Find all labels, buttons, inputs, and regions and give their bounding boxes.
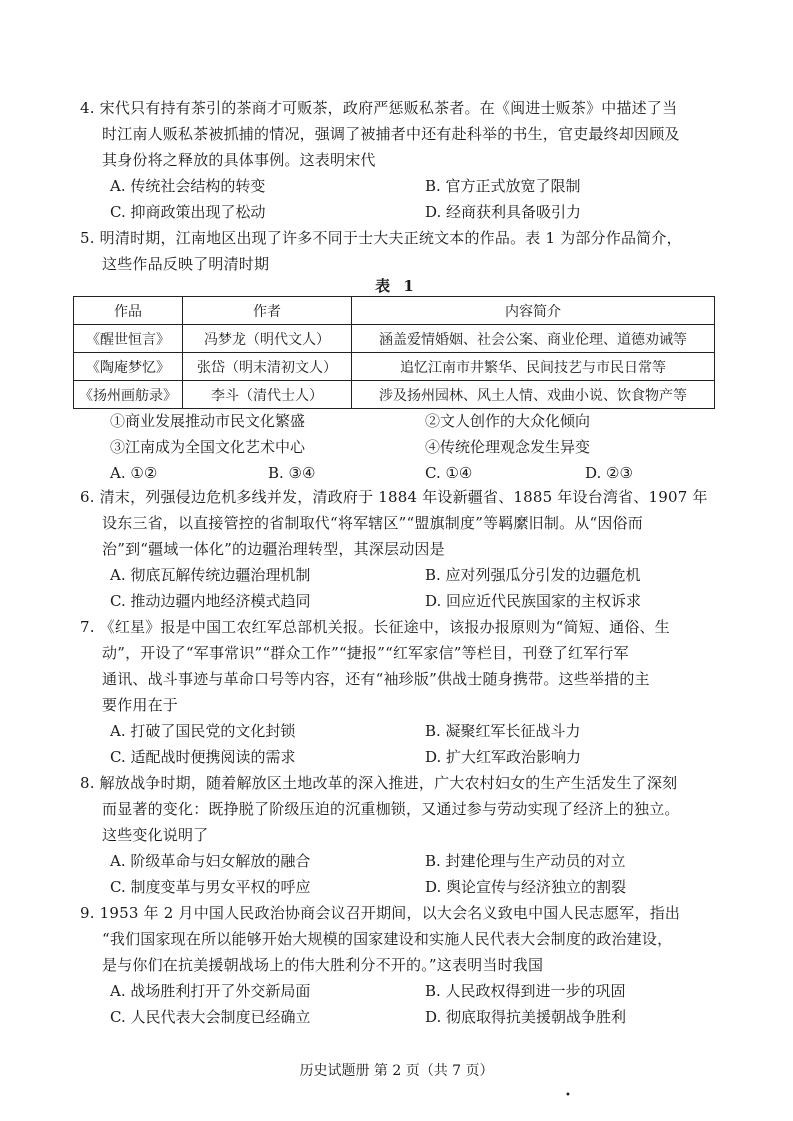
page-footer: 历史试题册 第 2 页（共 7 页）: [299, 1063, 494, 1079]
question-9-stem: 9. 1953 年 2 月中国人民政治协商会议召开期间，以大会名义致电中国人民志愿军，指出 “我们国家现在所以能够开始大规模的国家建设和实施人民代表大会制度的政治建设， 是与你们在抗美援朝战场上的伟大胜利分不开的。”这表明当时我国: [80, 904, 681, 974]
table-cell: 冯梦龙（明代文人）: [183, 325, 352, 353]
question-4: [80, 95, 720, 225]
option-b[interactable]: B. 凝聚红军长征战斗力: [425, 722, 581, 740]
option-a[interactable]: A. 传统社会结构的转变: [110, 177, 266, 195]
option-c[interactable]: C. 推动边疆内地经济模式趋同: [110, 592, 311, 610]
table-cell: 涵盖爱情婚姻、社会公案、商业伦理、道德劝诫等: [352, 325, 715, 353]
table-cell: 涉及扬州园林、风土人情、戏曲小说、饮食物产等: [352, 381, 715, 409]
question-8-stem: 8. 解放战争时期，随着解放区土地改革的深入推进，广大农村妇女的生产生活发生了深刻 而显著的变化：既挣脱了阶级压迫的沉重枷锁，又通过参与劳动实现了经济上的独立。 这些变化说明了: [80, 774, 680, 844]
question-8: [80, 770, 720, 900]
option-c[interactable]: C. 人民代表大会制度已经确立: [110, 1008, 311, 1026]
table-row: [74, 381, 715, 409]
table-1-title: 表 1: [375, 277, 418, 295]
option-c[interactable]: C. 适配战时便携阅读的需求: [110, 748, 296, 766]
table-row: [74, 353, 715, 381]
option-b[interactable]: B. ③④: [268, 464, 316, 482]
question-5-stem: 5. 明清时期，江南地区出现了许多不同于士大夫正统文本的作品。表 1 为部分作品简介， 这些作品反映了明清时期: [80, 229, 682, 273]
option-a[interactable]: A. 阶级革命与妇女解放的融合: [110, 852, 311, 870]
option-c[interactable]: C. 抑商政策出现了松动: [110, 203, 266, 221]
question-5-statements: [80, 408, 720, 486]
option-b[interactable]: B. 应对列强瓜分引发的边疆危机: [425, 566, 641, 584]
option-d[interactable]: D. ②③: [585, 464, 633, 482]
option-d[interactable]: D. 回应近代民族国家的主权诉求: [425, 592, 642, 610]
option-d[interactable]: D. 扩大红军政治影响力: [425, 748, 582, 766]
options-row-2: [80, 199, 720, 225]
table-cell: 追忆江南市井繁华、民间技艺与市民日常等: [352, 353, 715, 381]
table-row: [74, 325, 715, 353]
table-header-row: [74, 297, 715, 325]
option-a[interactable]: A. 战场胜利打开了外交新局面: [110, 982, 311, 1000]
question-5: [80, 225, 720, 277]
option-d[interactable]: D. 舆论宣传与经济独立的割裂: [425, 878, 627, 896]
statement-2: ②文人创作的大众化倾向: [425, 412, 591, 430]
option-a[interactable]: A. 彻底瓦解传统边疆治理机制: [110, 566, 311, 584]
question-7-stem: 7. 《红星》报是中国工农红军总部机关报。长征途中，该报办报原则为“简短、通俗、生 动”，开设了“军事常识”“群众工作”“捷报”“红军家信”等栏目，刊登了红军行军 通讯、战斗事迹与革命口号等内容，还有“袖珍版”供战士随身携带。这些举措的主 要作用在于: [80, 618, 670, 714]
statement-3: ③江南成为全国文化艺术中心: [110, 438, 306, 456]
option-c[interactable]: C. 制度变革与男女平权的呼应: [110, 878, 311, 896]
statement-1: ①商业发展推动市民文化繁盛: [110, 412, 306, 430]
option-b[interactable]: B. 封建伦理与生产动员的对立: [425, 852, 626, 870]
statement-4: ④传统伦理观念发生异变: [425, 438, 591, 456]
option-a[interactable]: A. 打破了国民党的文化封锁: [110, 722, 296, 740]
table-header-cell: 内容简介: [352, 297, 715, 325]
option-d[interactable]: D. 彻底取得抗美援朝战争胜利: [425, 1008, 627, 1026]
option-b[interactable]: B. 官方正式放宽了限制: [425, 177, 581, 195]
options-row: [80, 460, 720, 486]
table-cell: 《醒世恒言》: [74, 325, 183, 353]
option-a[interactable]: A. ①②: [110, 464, 158, 482]
options-row-1: [80, 173, 720, 199]
table-cell: 《扬州画舫录》: [74, 381, 183, 409]
option-b[interactable]: B. 人民政权得到进一步的巩固: [425, 982, 626, 1000]
option-d[interactable]: D. 经商获利具备吸引力: [425, 203, 582, 221]
scan-mark: •: [565, 1090, 571, 1101]
table-cell: 李斗（清代士人）: [183, 381, 352, 409]
table-cell: 《陶庵梦忆》: [74, 353, 183, 381]
question-6-stem: 6. 清末，列强侵边危机多线并发，清政府于 1884 年设新疆省、1885 年设台湾省、1907 年 设东三省，以直接管控的省制取代“将军辖区”“盟旗制度”等羁縻旧制。从“因俗而 治”到“疆域一体化”的边疆治理转型，其深层动因是: [80, 488, 708, 558]
table-header-cell: 作品: [74, 297, 183, 325]
question-9: [80, 900, 720, 1030]
table-header-cell: 作者: [183, 297, 352, 325]
option-c[interactable]: C. ①④: [425, 464, 473, 482]
question-7: [80, 614, 720, 770]
table-1: [73, 296, 715, 409]
question-4-stem: 4. 宋代只有持有茶引的茶商才可贩茶，政府严惩贩私茶者。在《闽进士贩茶》中描述了当 时江南人贩私茶被抓捕的情况，强调了被捕者中还有赴科举的书生，官吏最终却因顾及 其身份将之释放的具体事例。这表明宋代: [80, 99, 680, 169]
question-6: [80, 484, 720, 614]
table-cell: 张岱（明末清初文人）: [183, 353, 352, 381]
